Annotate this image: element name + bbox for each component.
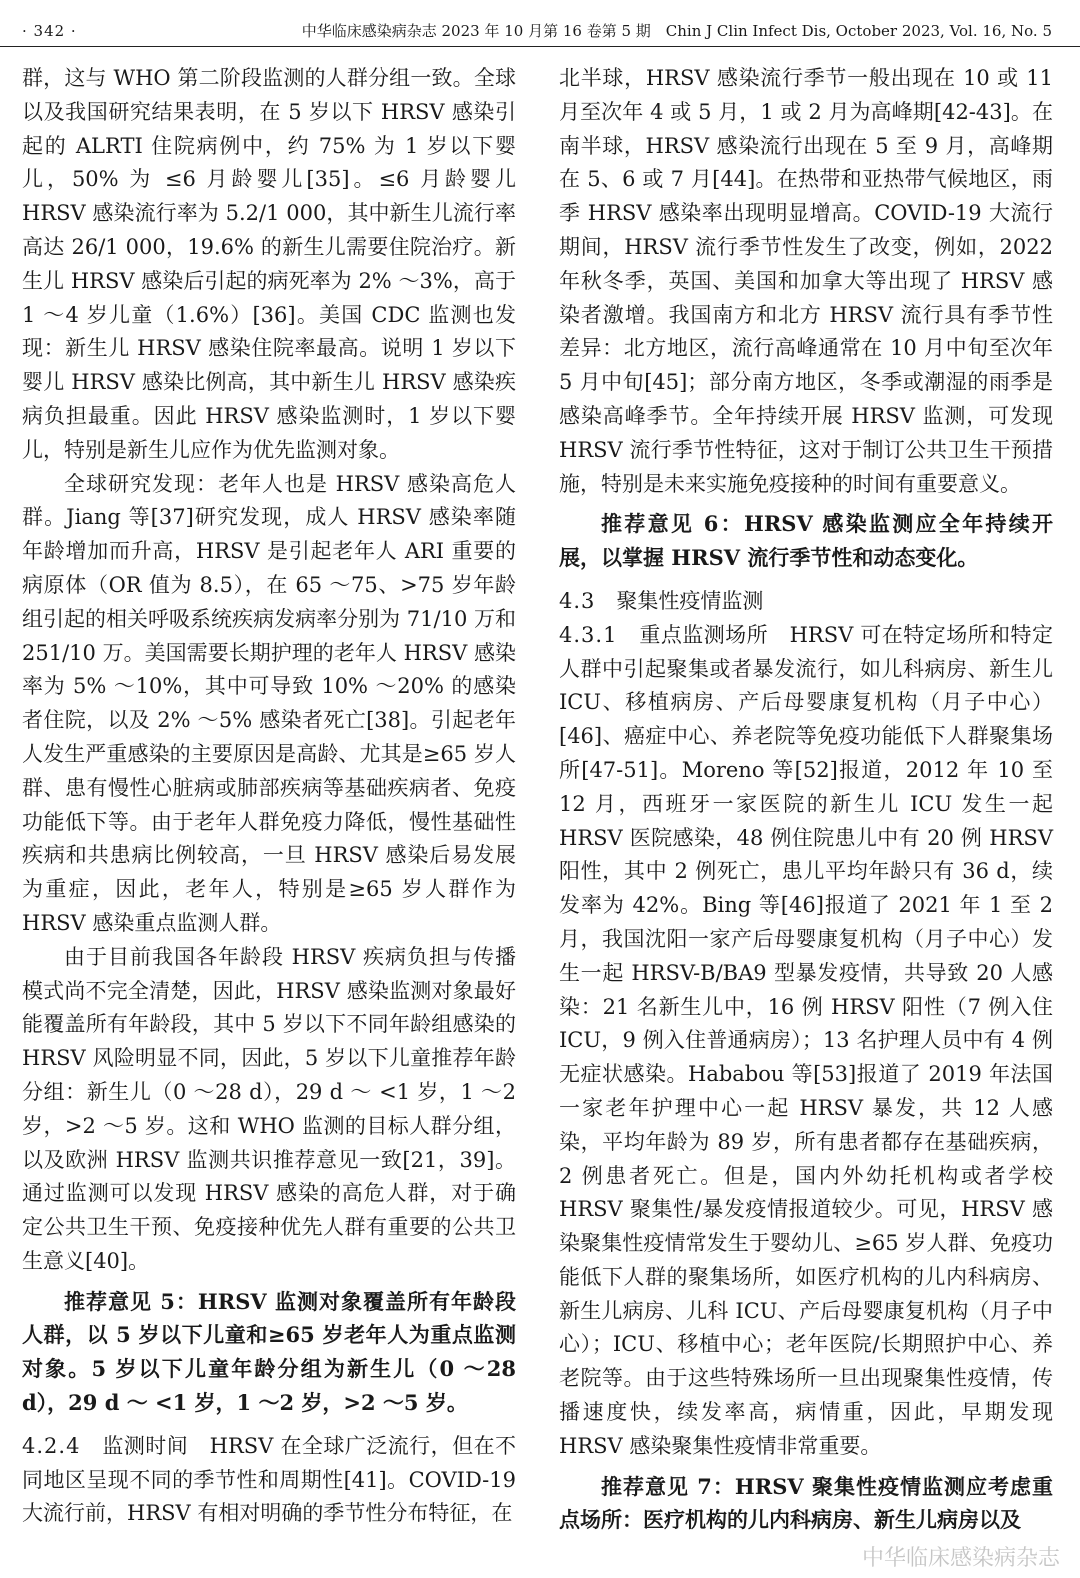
paragraph: 全球研究发现：老年人也是 HRSV 感染高危人群。Jiang 等[37]研究发现，成人 HRSV 感染率随年龄增加而升高，HRSV 是引起老年人 ARI 重要的病原体（OR 值为 8.5），在 65 ～75、>75 岁年龄组引起的相关呼吸系统疾病发病率分别为 71/10 万和 251/10 万。美国需要长期护理的老年人 HRSV 感染率为 5% ～10%，其中可导致 10% ～20% 的感染者住院，以及 2% ～5% 感染者死亡[38]。引起老年人发生严重感染的主要原因是高龄、尤其是≥65 岁人群、患有慢性心脏病或肺部疾病等基础疾病者、免疫功能低下等。由于老年人群免疫力降低，慢性基础性疾病和共患病比例较高，一旦 HRSV 感染后易发展为重症，因此，老年人，特别是≥65 岁人群作为 HRSV 感染重点监测人群。 [22,471,516,935]
section-4-2-4 [22,1430,516,1531]
section-title: 聚集性疫情监测 [616,588,764,613]
journal-citation: 中华临床感染病杂志 2023 年 10 月第 16 卷第 5 期 Chin J Clin Infect Dis, October 2023, Vol. 16, No. 5 [301,22,1052,40]
section-number: 4.3.1 [559,622,618,647]
section-title: 监测时间 [102,1433,189,1458]
page-number: · 342 · [22,22,77,40]
section-4-3 [559,585,1053,619]
section-4-3-1 [559,619,1053,1464]
left-column [22,62,516,1531]
recommendation-7: 推荐意见 7：HRSV 聚集性疫情监测应考虑重点场所：医疗机构的儿内科病房、新生儿病房以及 [559,1473,1053,1533]
watermark: 中华临床感染病杂志 [861,1546,1060,1571]
right-column [559,62,1053,1547]
paragraph: 由于目前我国各年龄段 HRSV 疾病负担与传播模式尚不完全清楚，因此，HRSV 感染监测对象最好能覆盖所有年龄段，其中 5 岁以下不同年龄组感染的 HRSV 风险明显不同，因此，5 岁以下儿童推荐年龄分组：新生儿（0 ～28 d），29 d ～ <1 岁，1 ～2 岁，>2 ～5 岁。这和 WHO 监测的目标人群分组，以及欧洲 HRSV 监测共识推荐意见一致[21，39]。通过监测可以发现 HRSV 感染的高危人群，对于确定公共卫生干预、免疫接种优先人群有重要的公共卫生意义[40]。 [22,944,516,1273]
paragraph: HRSV 可在特定场所和特定人群中引起聚集或者暴发流行，如儿科病房、新生儿 ICU、移植病房、产后母婴康复机构（月子中心）[46]、癌症中心、养老院等免疫功能低下人群聚集场所[47-51]。Moreno 等[52]报道，2012 年 10 至 12 月，西班牙一家医院的新生儿 ICU 发生一起 HRSV 医院感染，48 例住院患儿中有 20 例 HRSV 阳性，其中 2 例死亡，患儿平均年龄只有 36 d，续发率为 42%。Bing 等[46]报道了 2021 年 1 至 2 月，我国沈阳一家产后母婴康复机构（月子中心）发生一起 HRSV-B/BA9 型暴发疫情，共导致 20 人感染：21 名新生儿中，16 例 HRSV 阳性（7 例入住 ICU，9 例入住普通病房）；13 名护理人员中有 4 例无症状感染。Hababou 等[53]报道了 2019 年法国一家老年护理中心一起 HRSV 暴发，共 12 人感染，平均年龄为 89 岁，所有患者都存在基础疾病，2 例患者死亡。但是，国内外幼托机构或者学校 HRSV 聚集性/暴发疫情报道较少。可见，HRSV 感染聚集性疫情常发生于婴幼儿、≥65 岁人群、免疫功能低下人群的聚集场所，如医疗机构的儿内科病房、新生儿病房、儿科 ICU、产后母婴康复机构（月子中心）；ICU、移植中心；老年医院/长期照护中心、养老院等。由于这些特殊场所一旦出现聚集性疫情，传播速度快，续发率高，病情重，因此，早期发现 HRSV 感染聚集性疫情非常重要。 [559,622,1054,1458]
recommendation-5: 推荐意见 5：HRSV 监测对象覆盖所有年龄段人群，以 5 岁以下儿童和≥65 岁老年人为重点监测对象。5 岁以下儿童年龄分组为新生儿（0 ～28 d），29 d ～ <1 岁，1 ～2 岁，>2 ～5 岁。 [22,1288,516,1416]
section-number: 4.3 [559,588,596,613]
section-title: 重点监测场所 [639,622,769,647]
section-number: 4.2.4 [22,1433,81,1458]
paragraph: 群，这与 WHO 第二阶段监测的人群分组一致。全球以及我国研究结果表明，在 5 岁以下 HRSV 感染引起的 ALRTI 住院病例中，约 75% 为 1 岁以下婴儿，50% 为 ≤6 月龄婴儿[35]。≤6 月龄婴儿 HRSV 感染流行率为 5.2/1 000，其中新生儿流行率高达 26/1 000，19.6% 的新生儿需要住院治疗。新生儿 HRSV 感染后引起的病死率为 2% ～3%，高于 1 ～4 岁儿童（1.6%）[36]。美国 CDC 监测也发现：新生儿 HRSV 感染住院率最高。说明 1 岁以下婴儿 HRSV 感染比例高，其中新生儿 HRSV 感染疾病负担最重。因此 HRSV 感染监测时，1 岁以下婴儿，特别是新生儿应作为优先监测对象。 [22,66,516,462]
recommendation-6: 推荐意见 6：HRSV 感染监测应全年持续开展，以掌握 HRSV 流行季节性和动态变化。 [559,511,1053,571]
paragraph: HRSV 在全球广泛流行，但在不同地区呈现不同的季节性和周期性[41]。COVID-19 大流行前，HRSV 有相对明确的季节性分布特征，在 [22,1433,517,1526]
page-header [0,0,1080,47]
paragraph: 北半球，HRSV 感染流行季节一般出现在 10 或 11 月至次年 4 或 5 月，1 或 2 月为高峰期[42-43]。在南半球，HRSV 感染流行出现在 5 至 9 月，高峰期在 5、6 或 7 月[44]。在热带和亚热带气候地区，雨季 HRSV 感染率出现明显增高。COVID-19 大流行期间，HRSV 流行季节性发生了改变，例如，2022 年秋冬季，英国、美国和加拿大等出现了 HRSV 感染者激增。我国南方和北方 HRSV 流行具有季节性差异：北方地区，流行高峰通常在 10 月中旬至次年 5 月中旬[45]；部分南方地区，冬季或潮湿的雨季是感染高峰季节。全年持续开展 HRSV 监测，可发现 HRSV 流行季节性特征，这对于制订公共卫生干预措施，特别是未来实施免疫接种的时间有重要意义。 [559,66,1053,496]
